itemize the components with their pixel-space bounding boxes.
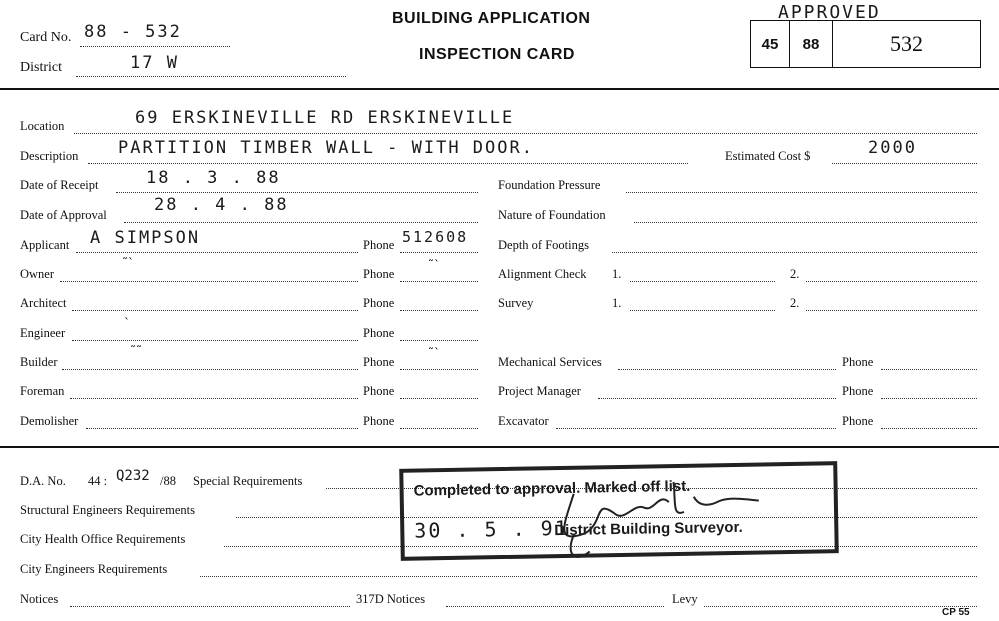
completion-stamp [399, 461, 839, 561]
levy-label: Levy [672, 592, 698, 606]
demolisher-phone-label: Phone [363, 414, 395, 428]
location-value: 69 ERSKINEVILLE RD ERSKINEVILLE [135, 108, 515, 128]
project-manager-label: Project Manager [498, 384, 581, 398]
details-divider [0, 446, 999, 448]
demolisher-label: Demolisher [20, 414, 79, 428]
structural-req-label: Structural Engineers Requirements [20, 503, 195, 517]
alignment-num-1: 1. [612, 267, 622, 281]
estimated-cost-label: Estimated Cost $ [725, 149, 811, 163]
da-no-year: /88 [160, 474, 176, 488]
builder-line [62, 369, 358, 370]
owner-phone-ditto-mark: ˜ˋ [428, 258, 440, 272]
survey-line-2 [806, 310, 977, 311]
city-eng-req-label: City Engineers Requirements [20, 562, 168, 576]
date-approval-line [124, 222, 478, 223]
architect-line [72, 310, 358, 311]
excavator-label: Excavator [498, 414, 549, 428]
date-receipt-value: 18 . 3 . 88 [146, 168, 281, 188]
card-no-label: Card No. [20, 30, 72, 45]
alignment-check-label: Alignment Check [498, 267, 587, 281]
engineer-phone-label: Phone [363, 326, 395, 340]
foundation-pressure-label: Foundation Pressure [498, 178, 601, 192]
architect-label: Architect [20, 296, 67, 310]
card-box-number: 532 [832, 20, 981, 68]
owner-phone-line [400, 281, 478, 282]
project-manager-phone-label: Phone [842, 384, 874, 398]
foreman-line [70, 398, 358, 399]
form-title-line2: INSPECTION CARD [419, 46, 575, 63]
applicant-phone-value: 512608 [402, 228, 469, 246]
header-divider [0, 88, 999, 90]
architect-phone-line [400, 310, 478, 311]
applicant-phone-label: Phone [363, 238, 395, 252]
builder-phone-line [400, 369, 478, 370]
demolisher-line [86, 428, 358, 429]
foreman-label: Foreman [20, 384, 65, 398]
notices-label: Notices [20, 592, 59, 606]
city-eng-req-line [200, 576, 977, 577]
foundation-pressure-line [626, 192, 977, 193]
form-title-line1: BUILDING APPLICATION [392, 10, 591, 27]
survey-label: Survey [498, 296, 534, 310]
owner-phone-label: Phone [363, 267, 395, 281]
owner-ditto-mark: ˜ˋ [122, 256, 134, 270]
excavator-phone-line [881, 428, 977, 429]
owner-label: Owner [20, 267, 55, 281]
alignment-line-1 [630, 281, 775, 282]
date-approval-value: 28 . 4 . 88 [154, 195, 289, 215]
mechanical-line [618, 369, 836, 370]
applicant-phone-line [400, 252, 478, 253]
mechanical-phone-line [881, 369, 977, 370]
alignment-line-2 [806, 281, 977, 282]
description-label: Description [20, 149, 79, 163]
project-manager-line [598, 398, 836, 399]
applicant-line [76, 252, 358, 253]
levy-line [704, 606, 977, 607]
nature-foundation-label: Nature of Foundation [498, 208, 606, 222]
survey-num-1: 1. [612, 296, 622, 310]
special-req-label: Special Requirements [193, 474, 303, 488]
architect-phone-label: Phone [363, 296, 395, 310]
project-manager-phone-line [881, 398, 977, 399]
form-code: CP 55 [942, 607, 970, 618]
notices-317d-label: 317D Notices [356, 592, 426, 606]
date-receipt-label: Date of Receipt [20, 178, 99, 192]
applicant-value: A SIMPSON [90, 228, 201, 248]
excavator-phone-label: Phone [842, 414, 874, 428]
excavator-line [556, 428, 836, 429]
card-no-value: 88 - 532 [84, 22, 182, 42]
estimated-cost-value: 2000 [868, 138, 917, 158]
builder-phone-label: Phone [363, 355, 395, 369]
applicant-label: Applicant [20, 238, 70, 252]
engineer-ditto-mark: ˋ [124, 316, 130, 330]
description-value: PARTITION TIMBER WALL - WITH DOOR. [118, 138, 534, 158]
estimated-cost-line [832, 163, 977, 164]
builder-phone-ditto-mark: ˜ˋ [428, 346, 440, 360]
survey-num-2: 2. [790, 296, 800, 310]
engineer-line [72, 340, 358, 341]
district-value: 17 W [130, 53, 179, 73]
date-approval-label: Date of Approval [20, 208, 107, 222]
district-label: District [20, 60, 62, 75]
depth-footings-line [612, 252, 977, 253]
date-receipt-line [116, 192, 478, 193]
district-line [76, 76, 346, 77]
health-req-label: City Health Office Requirements [20, 532, 186, 546]
da-no-hand-value: Q232 [116, 468, 150, 484]
stamp-line2: District Building Surveyor. [554, 518, 743, 540]
builder-ditto-mark: ˜˜ [130, 344, 142, 358]
da-no-prefix: 44 : [88, 474, 108, 488]
owner-line [60, 281, 358, 282]
alignment-num-2: 2. [790, 267, 800, 281]
builder-label: Builder [20, 355, 58, 369]
stamp-date: 30 . 5 . 91 [414, 515, 569, 543]
card-box-series: 88 [789, 20, 833, 68]
nature-foundation-line [634, 222, 977, 223]
signature-icon [543, 470, 795, 564]
foreman-phone-line [400, 398, 478, 399]
demolisher-phone-line [400, 428, 478, 429]
approved-mark: APPROVED [778, 2, 881, 23]
notices-317d-line [446, 606, 664, 607]
location-label: Location [20, 119, 65, 133]
card-no-line [80, 46, 230, 47]
card-box-year: 45 [750, 20, 790, 68]
mechanical-label: Mechanical Services [498, 355, 602, 369]
stamp-line1: Completed to approval. Marked off list. [413, 477, 691, 500]
survey-line-1 [630, 310, 775, 311]
description-line [88, 163, 688, 164]
engineer-phone-line [400, 340, 478, 341]
mechanical-phone-label: Phone [842, 355, 874, 369]
engineer-label: Engineer [20, 326, 66, 340]
depth-footings-label: Depth of Footings [498, 238, 589, 252]
foreman-phone-label: Phone [363, 384, 395, 398]
notices-line [70, 606, 350, 607]
location-line [74, 133, 977, 134]
da-no-label: D.A. No. [20, 474, 66, 488]
